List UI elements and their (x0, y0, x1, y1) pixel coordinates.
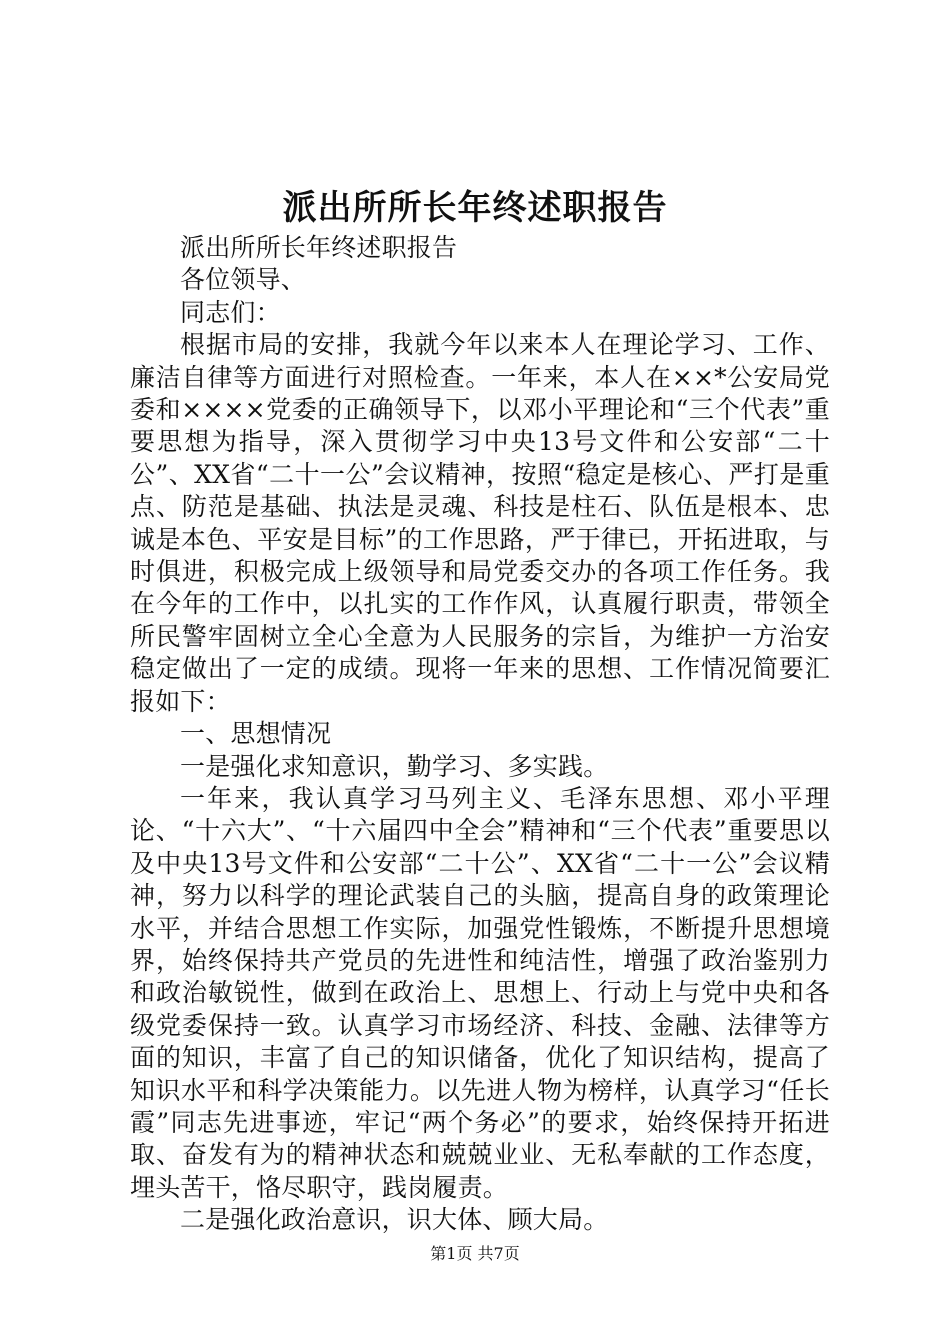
sub-heading-1: 一是强化求知意识，勤学习、多实践。 (180, 751, 609, 781)
body-paragraph-study: 一年来，我认真学习马列主义、毛泽东思想、邓小平理论、“十六大”、“十六届四中全会”精神和“三个代表”重要思以及中央13号文件和公安部“二十公”、XX省“二十一公”会议精神，努力以科学的理论武装自己的头脑，提高自身的政策理论水平，并结合思想工作实际，加强党性锻炼，不断提升思想境界，始终保持共产党员的先进性和纯洁性，增强了政治鉴别力和政治敏锐性，做到在政治上、思想上、行动上与党中央和各级党委保持一致。认真学习市场经济、科技、金融、法律等方面的知识，丰富了自己的知识储备，优化了知识结构，提高了知识水平和科学决策能力。以先进人物为榜样，认真学习“任长霞”同志先进事迹，牢记“两个务必”的要求，始终保持开拓进取、奋发有为的精神状态和兢兢业业、无私奉献的工作态度，埋头苦干，恪尽职守，践岗履责。 (130, 783, 830, 1202)
page-footer: 第1页 共7页 (430, 1244, 520, 1263)
document-title: 派出所所长年终述职报告 (282, 188, 668, 228)
sub-heading-2: 二是强化政治意识，识大体、顾大局。 (180, 1205, 609, 1235)
document-body (130, 232, 830, 1237)
body-paragraph-intro: 根据市局的安排，我就今年以来本人在理论学习、工作、廉洁自律等方面进行对照检查。一年来，本人在××*公安局党委和××××党委的正确领导下，以邓小平理论和“三个代表”重要思想为指导，深入贯彻学习中央13号文件和公安部“二十公”、XX省“二十一公”会议精神，按照“稳定是核心、严打是重点、防范是基础、执法是灵魂、科技是柱石、队伍是根本、忠诚是本色、平安是目标”的工作思路，严于律已，开拓进取，与时俱进，积极完成上级领导和局党委交办的各项工作任务。我在今年的工作中，以扎实的工作作风，认真履行职责，带领全所民警牢固树立全心全意为人民服务的宗旨，为维护一方治安稳定做出了一定的成绩。现将一年来的思想、工作情况简要汇报如下： (130, 330, 830, 716)
salutation-line-2: 同志们： (180, 297, 281, 327)
subtitle-line: 派出所所长年终述职报告 (180, 233, 458, 262)
salutation-line-1: 各位领导、 (180, 265, 307, 295)
section-heading: 一、思想情况 (180, 719, 332, 749)
